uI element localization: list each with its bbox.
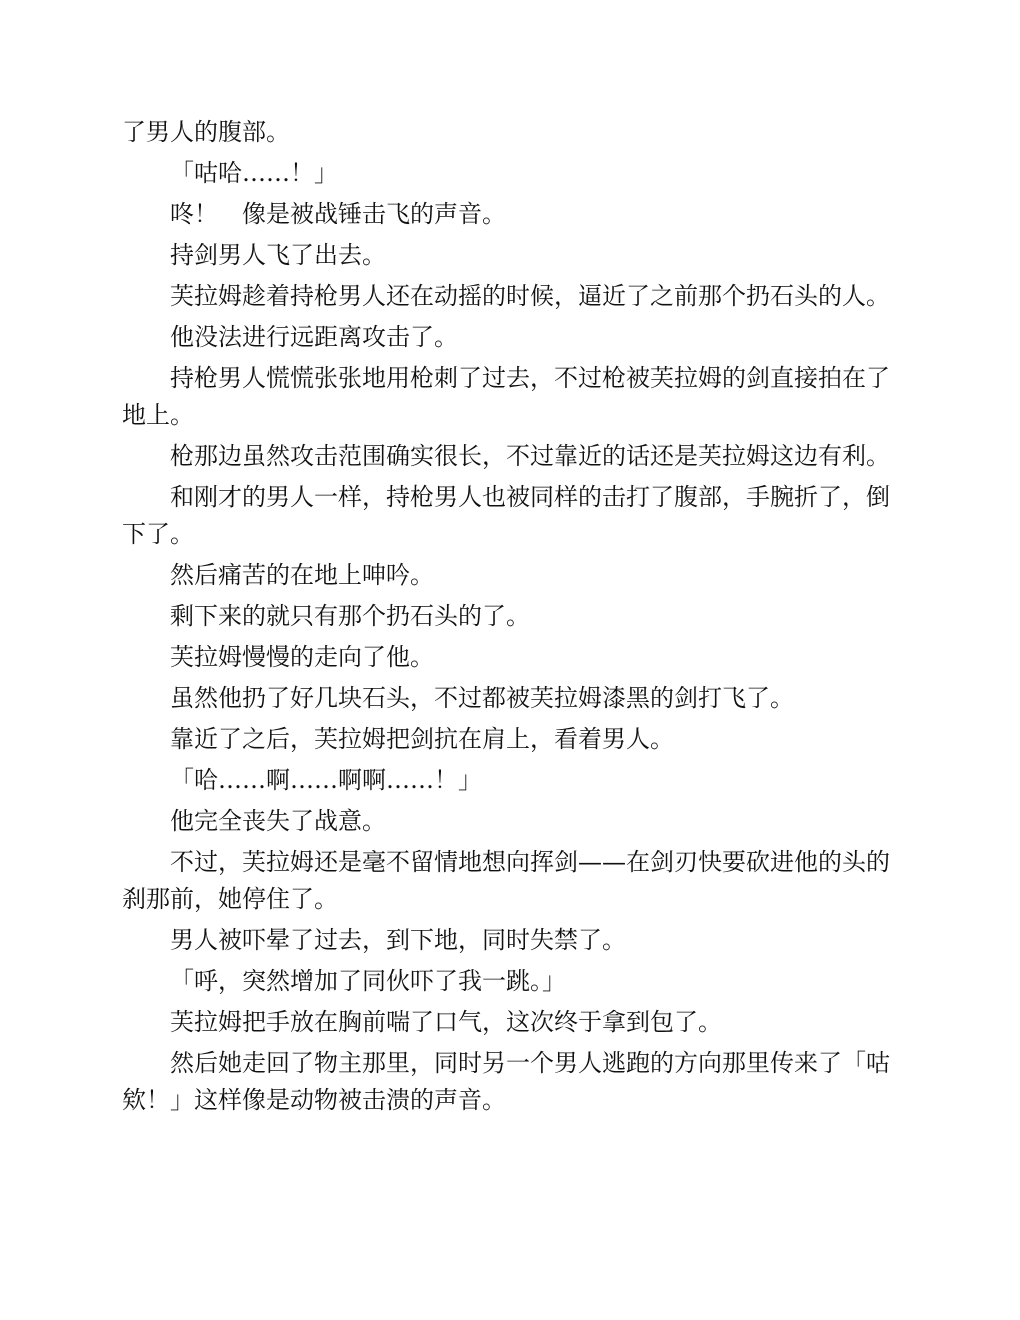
paragraph: 和刚才的男人一样，持枪男人也被同样的击打了腹部，手腕折了，倒下了。 <box>122 483 890 548</box>
paragraph: 芙拉姆慢慢的走向了他。 <box>170 643 434 671</box>
paragraph: 然后她走回了物主那里，同时另一个男人逃跑的方向那里传来了「咕欸！」这样像是动物被击溃的声音。 <box>122 1049 890 1114</box>
paragraph: 持剑男人飞了出去。 <box>170 241 386 269</box>
paragraph: 「哈……啊……啊啊……！」 <box>170 766 482 794</box>
paragraph: 了男人的腹部。 <box>122 118 290 146</box>
paragraph: 虽然他扔了好几块石头，不过都被芙拉姆漆黑的剑打飞了。 <box>170 684 794 712</box>
paragraph: 不过，芙拉姆还是毫不留情地想向挥剑——在剑刃快要砍进他的头的刹那前，她停住了。 <box>122 848 890 913</box>
paragraph: 剩下来的就只有那个扔石头的了。 <box>170 602 530 630</box>
paragraph: 他没法进行远距离攻击了。 <box>170 323 458 351</box>
paragraph: 枪那边虽然攻击范围确实很长，不过靠近的话还是芙拉姆这边有利。 <box>170 442 890 470</box>
paragraph: 咚！ 像是被战锤击飞的声音。 <box>170 200 506 228</box>
paragraph: 持枪男人慌慌张张地用枪刺了过去，不过枪被芙拉姆的剑直接拍在了地上。 <box>122 364 890 429</box>
paragraph: 芙拉姆趁着持枪男人还在动摇的时候，逼近了之前那个扔石头的人。 <box>170 282 890 310</box>
body-text <box>122 114 902 1119</box>
paragraph: 「咕哈……！」 <box>170 159 338 187</box>
paragraph: 男人被吓晕了过去，到下地，同时失禁了。 <box>170 926 626 954</box>
paragraph: 然后痛苦的在地上呻吟。 <box>170 561 434 589</box>
paragraph: 「呼，突然增加了同伙吓了我一跳。」 <box>170 967 566 995</box>
paragraph: 他完全丧失了战意。 <box>170 807 386 835</box>
paragraph: 芙拉姆把手放在胸前喘了口气，这次终于拿到包了。 <box>170 1008 722 1036</box>
paragraph: 靠近了之后，芙拉姆把剑抗在肩上，看着男人。 <box>170 725 674 753</box>
